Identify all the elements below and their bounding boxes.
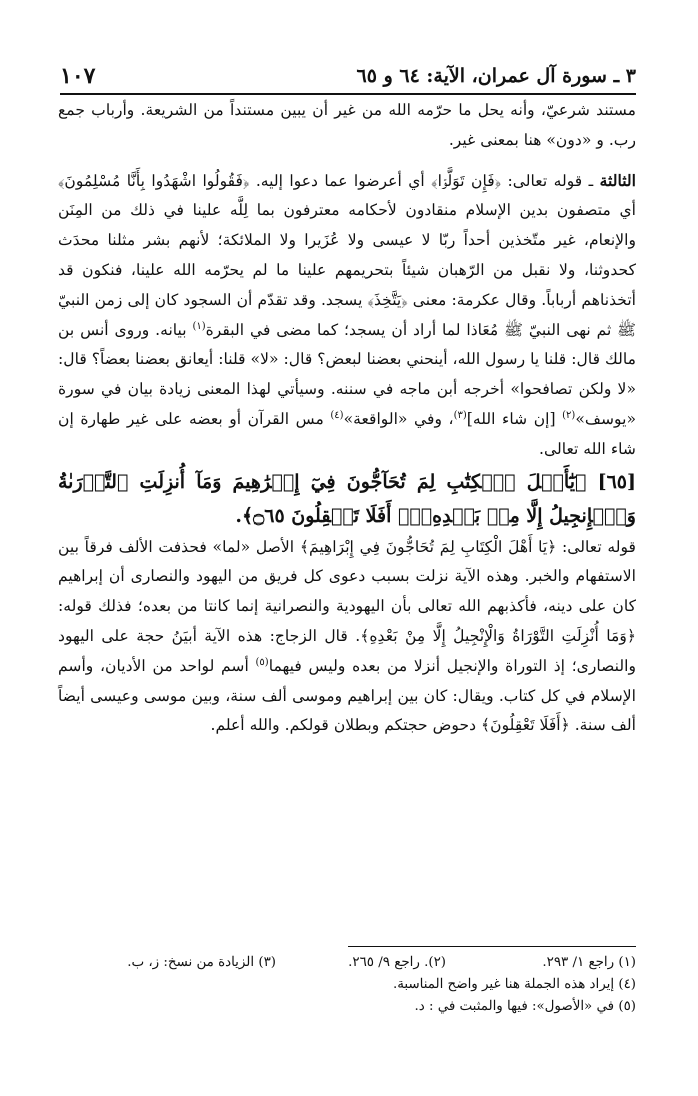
paragraph-text: مستند شرعيّ، وأنه يحل ما حرّمه الله من غير أن يبين مستنداً من الشريعة. وأرباب جمع رب. و «دون» هنا بمعنى غير. [58, 101, 636, 149]
page-number: ١٠٧ [60, 63, 96, 89]
footnote-ref-3[interactable]: (٣) [453, 409, 467, 421]
footnote-1: (١) راجع ١/ ٢٩٣. [542, 955, 636, 970]
footnote-ref-2[interactable]: (٢) [562, 409, 576, 421]
footnote-ref-1[interactable]: (١) [192, 320, 206, 332]
footnote-3: (٣) الزيادة من نسخ: ز، ب. [127, 955, 276, 970]
paragraph-text: [إن شاء الله] [466, 409, 563, 428]
paragraph-commentary [58, 533, 636, 742]
paragraph-text: أسم لواحد من الأديان، وأسم الإسلام في كل كتاب. ويقال: كان بين إبراهيم وموسى ألف سنة، وبين موسى وعيسى أيضاً ألف سنة. ﴿أَفَلَا تَعْقِلُونَ﴾ دحوض حجتكم وبطلان قولكم. والله أعلم. [58, 656, 636, 735]
footnote-4: (٤) إيراد هذه الجملة هنا غير واضح المناسبة. [392, 977, 636, 992]
paragraph-intro [58, 96, 636, 156]
paragraph-text: بيانه. وروى أنس بن مالك قال: قلنا يا رسول الله، أينحني بعضنا لبعض؟ قال: «لا» قلنا: أيعانق بعضنا بعضاً؟ قال: «لا ولكن تصافحوا» أخرجه أبن ماجه في سننه. وسيأتي لهذا المعنى زيادة بيان في سورة «يوسف» [58, 320, 636, 428]
verse-65: [٦٥] ﴿يَٰٓأَهۡلَ ٱلۡكِتَٰبِ لِمَ تُحَآجُّونَ فِيٓ إِبۡرَٰهِيمَ وَمَآ أُنزِلَتِ ٱلتَّوۡرَىٰةُ وَٱلۡإِنجِيلُ إِلَّا مِنۢ بَعۡدِهِۦٓۚ أَفَلَا تَعۡقِلُونَ ۝٦٥﴾. [58, 470, 636, 527]
paragraph-text: مس القرآن أو بعضه على غير طهارة إن شاء الله تعالى. [58, 409, 636, 458]
footnote-5: (٥) في «الأصول»: فيها والمثبت في : د. [414, 999, 636, 1014]
header-rule [60, 93, 636, 95]
footnote-ref-4[interactable]: (٤) [330, 409, 344, 421]
paragraph-text: ـ قوله تعالى: ﴿فَإِن تَوَلَّوۡا﴾ أي أعرضوا عما دعوا إليه. ﴿فَقُولُوا اشْهَدُوا بِأَنَّا مُسْلِمُونَ﴾ أي متصفون بدين الإسلام منقادون لأحكامه معترفون بما لِلَّه علينا في ذلك من المِنَن والإنعام، غير متّخذين أحداً ربّا لا عيسى ولا عُزَيرا ولا الملائكة؛ لأنهم بشر مثلنا محدَث كحدوثنا، ولا نقبل من الرّهبان شيئاً بتحريمهم علينا ما لم يحرّمه الله علينا، فنكون قد أتخذناهم أرباباً. وقال عكرمة: معنى ﴿يَتَّخِذَ﴾ يسجد. وقد تقدّم أن السجود كان إلى زمن النبيّ ﷺ ثم نهى النبيّ ﷺ مُعَاذا لما أراد أن يسجد؛ كما مضى في البقرة [58, 171, 636, 339]
issue-heading: الثالثة [599, 170, 636, 190]
paragraph-text: قوله تعالى: ﴿يَا أَهْلَ الْكِتَابِ لِمَ تُحَاجُّونَ فِي إِبْرَاهِيمَ﴾ الأصل «لما» فحذفت الألف فرقاً بين الاستفهام والخبر. وهذه الآية نزلت بسبب دعوى كل فريق من اليهود والنصارى أن إبراهيم كان على دينه، فأكذبهم الله تعالى بأن اليهودية والنصرانية إنما كانتا من بعده؛ فذلك قوله: ﴿وَمَا أُنْزِلَتِ التَّوْرَاةُ وَالْإِنْجِيلُ إِلَّا مِنْ بَعْدِهِ﴾. قال الزجاج: هذه الآية أبيَنُ حجة على اليهود والنصارى؛ إذ التوراة والإنجيل أنزلا من بعده وليس فيهما [58, 537, 636, 675]
running-head: ٣ ـ سورة آل عمران، الآية: ٦٤ و ٦٥ [356, 65, 636, 87]
page-header [60, 60, 636, 92]
footnotes [120, 952, 636, 1018]
paragraph-third-issue [58, 166, 636, 465]
main-text [58, 96, 636, 741]
footnote-row [120, 952, 636, 974]
paragraph-text: ، وفي «الواقعة» [343, 409, 454, 428]
footnote-rule [348, 946, 636, 947]
footnote-ref-5[interactable]: (٥) [255, 656, 269, 668]
footnote-2: (٢). راجع ٩/ ٢٦٥. [348, 955, 446, 970]
